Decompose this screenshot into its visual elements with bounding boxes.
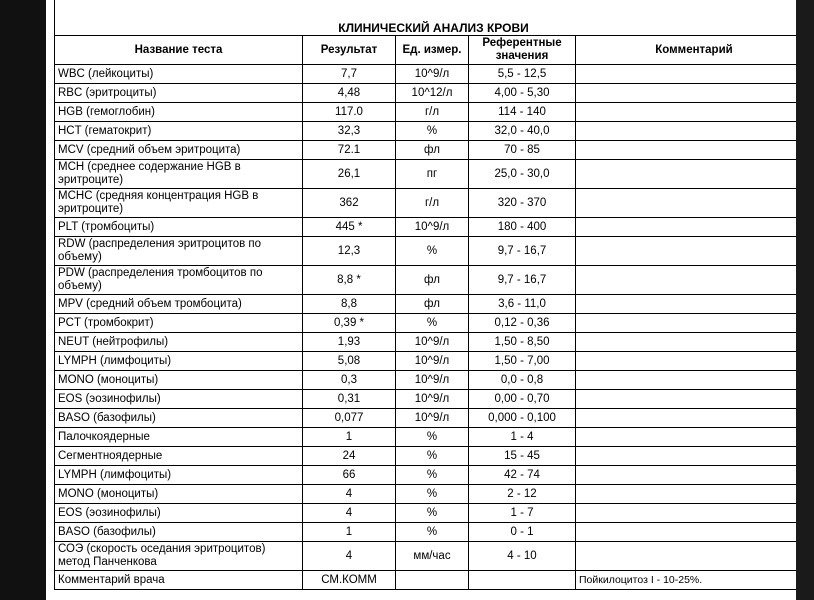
table-row [55, 542, 813, 571]
test-name-cell: PCT (тромбокрит) [55, 314, 303, 333]
comment-cell [576, 333, 813, 352]
result-cell: 5,08 [303, 352, 396, 371]
test-name-cell: LYMPH (лимфоциты) [55, 352, 303, 371]
result-cell: 4,48 [303, 84, 396, 103]
result-cell: 362 [303, 189, 396, 218]
table-row [55, 466, 813, 485]
reference-cell: 0,00 - 0,70 [469, 390, 576, 409]
unit-cell: 10^9/л [396, 352, 469, 371]
table-row [55, 333, 813, 352]
reference-cell: 1 - 7 [469, 504, 576, 523]
reference-cell: 2 - 12 [469, 485, 576, 504]
table-row [55, 189, 813, 218]
table-row [55, 447, 813, 466]
reference-cell: 70 - 85 [469, 141, 576, 160]
unit-cell: фл [396, 141, 469, 160]
table-row [55, 65, 813, 84]
unit-cell: мм/час [396, 542, 469, 571]
reference-cell: 25,0 - 30,0 [469, 160, 576, 189]
table-row [55, 160, 813, 189]
comment-cell [576, 237, 813, 266]
test-name-cell: MONO (моноциты) [55, 371, 303, 390]
test-name-cell: Комментарий врача [55, 571, 303, 590]
result-cell: 4 [303, 485, 396, 504]
table-row [55, 122, 813, 141]
table-row [55, 390, 813, 409]
test-name-cell: EOS (эозинофилы) [55, 390, 303, 409]
reference-cell: 180 - 400 [469, 218, 576, 237]
table-row [55, 218, 813, 237]
comment-cell [576, 160, 813, 189]
test-name-cell: PLT (тромбоциты) [55, 218, 303, 237]
unit-cell: % [396, 523, 469, 542]
test-name-cell: Сегментноядерные [55, 447, 303, 466]
unit-cell: % [396, 428, 469, 447]
unit-cell: 10^9/л [396, 218, 469, 237]
col-header-comment: Комментарий [576, 36, 813, 65]
table-row [55, 141, 813, 160]
test-name-cell: BASO (базофилы) [55, 523, 303, 542]
comment-cell [576, 428, 813, 447]
comment-cell [576, 266, 813, 295]
header-row [55, 36, 813, 65]
comment-cell [576, 542, 813, 571]
reference-cell: 15 - 45 [469, 447, 576, 466]
result-cell: 0,077 [303, 409, 396, 428]
test-name-cell: PDW (распределения тромбоцитов по объему) [55, 266, 303, 295]
reference-cell: 0,12 - 0,36 [469, 314, 576, 333]
result-cell: 0,39 * [303, 314, 396, 333]
comment-cell [576, 466, 813, 485]
unit-cell: фл [396, 266, 469, 295]
comment-cell [576, 218, 813, 237]
unit-cell: пг [396, 160, 469, 189]
reference-cell: 1 - 4 [469, 428, 576, 447]
result-cell: 117.0 [303, 103, 396, 122]
comment-cell [576, 295, 813, 314]
table-row [55, 352, 813, 371]
comment-cell [576, 122, 813, 141]
reference-cell: 320 - 370 [469, 189, 576, 218]
dark-edge [796, 0, 814, 600]
reference-cell: 5,5 - 12,5 [469, 65, 576, 84]
table-row [55, 84, 813, 103]
test-name-cell: HCT (гематокрит) [55, 122, 303, 141]
result-cell: 1 [303, 428, 396, 447]
comment-cell [576, 103, 813, 122]
table-row [55, 428, 813, 447]
result-cell: 32,3 [303, 122, 396, 141]
table-row [55, 314, 813, 333]
col-header-reference: Референтные значения [469, 36, 576, 65]
unit-cell: % [396, 466, 469, 485]
result-cell: 24 [303, 447, 396, 466]
reference-cell: 0,000 - 0,100 [469, 409, 576, 428]
comment-cell [576, 504, 813, 523]
col-header-name: Название теста [55, 36, 303, 65]
test-name-cell: MPV (средний объем тромбоцита) [55, 295, 303, 314]
result-cell: 4 [303, 542, 396, 571]
comment-cell [576, 314, 813, 333]
comment-cell [576, 371, 813, 390]
test-name-cell: RBC (эритроциты) [55, 84, 303, 103]
result-cell: 1 [303, 523, 396, 542]
comment-cell [576, 189, 813, 218]
result-cell: 26,1 [303, 160, 396, 189]
reference-cell: 9,7 - 16,7 [469, 266, 576, 295]
test-name-cell: Палочкоядерные [55, 428, 303, 447]
result-cell: 8,8 [303, 295, 396, 314]
result-cell: 66 [303, 466, 396, 485]
test-name-cell: RDW (распределения эритроцитов по объему) [55, 237, 303, 266]
table-row [55, 295, 813, 314]
reference-cell: 0 - 1 [469, 523, 576, 542]
reference-cell: 0,0 - 0,8 [469, 371, 576, 390]
table-row [55, 504, 813, 523]
comment-cell [576, 390, 813, 409]
report-sheet [46, 0, 796, 600]
comment-cell [576, 84, 813, 103]
result-cell: 7,7 [303, 65, 396, 84]
table-row [55, 571, 813, 590]
table-row [55, 266, 813, 295]
result-cell: 1,93 [303, 333, 396, 352]
report-title: КЛИНИЧЕСКИЙ АНАЛИЗ КРОВИ [55, 0, 813, 36]
test-name-cell: NEUT (нейтрофилы) [55, 333, 303, 352]
result-cell: СМ.КОММ [303, 571, 396, 590]
comment-cell [576, 65, 813, 84]
reference-cell: 9,7 - 16,7 [469, 237, 576, 266]
comment-cell [576, 447, 813, 466]
col-header-result: Результат [303, 36, 396, 65]
unit-cell: фл [396, 295, 469, 314]
result-cell: 72.1 [303, 141, 396, 160]
table-row [55, 237, 813, 266]
unit-cell: 10^12/л [396, 84, 469, 103]
col-header-unit: Ед. измер. [396, 36, 469, 65]
comment-cell [576, 523, 813, 542]
test-name-cell: HGB (гемоглобин) [55, 103, 303, 122]
unit-cell: 10^9/л [396, 371, 469, 390]
result-cell: 12,3 [303, 237, 396, 266]
unit-cell: % [396, 122, 469, 141]
unit-cell: % [396, 504, 469, 523]
result-cell: 445 * [303, 218, 396, 237]
test-name-cell: MCV (средний объем эритроцита) [55, 141, 303, 160]
unit-cell: 10^9/л [396, 390, 469, 409]
test-name-cell: MCHC (средняя концентрация HGB в эритроците) [55, 189, 303, 218]
test-name-cell: LYMPH (лимфоциты) [55, 466, 303, 485]
test-name-cell: MCH (среднее содержание HGB в эритроците) [55, 160, 303, 189]
comment-cell [576, 141, 813, 160]
test-name-cell: BASO (базофилы) [55, 409, 303, 428]
comment-cell: Пойкилоцитоз I - 10-25%. [576, 571, 813, 590]
unit-cell: % [396, 237, 469, 266]
comment-cell [576, 485, 813, 504]
table-row [55, 371, 813, 390]
reference-cell: 32,0 - 40,0 [469, 122, 576, 141]
test-name-cell: MONO (моноциты) [55, 485, 303, 504]
table-row [55, 523, 813, 542]
reference-cell: 4 - 10 [469, 542, 576, 571]
comment-cell [576, 352, 813, 371]
result-cell: 0,3 [303, 371, 396, 390]
blood-test-table [54, 0, 813, 590]
unit-cell: % [396, 447, 469, 466]
table-row [55, 485, 813, 504]
test-name-cell: СОЭ (скорость оседания эритроцитов) метод Панченкова [55, 542, 303, 571]
unit-cell: г/л [396, 103, 469, 122]
unit-cell: % [396, 314, 469, 333]
reference-cell: 3,6 - 11,0 [469, 295, 576, 314]
result-cell: 8,8 * [303, 266, 396, 295]
reference-cell: 1,50 - 7,00 [469, 352, 576, 371]
unit-cell: 10^9/л [396, 333, 469, 352]
reference-cell: 42 - 74 [469, 466, 576, 485]
title-row [55, 0, 813, 36]
unit-cell [396, 571, 469, 590]
unit-cell: 10^9/л [396, 65, 469, 84]
comment-cell [576, 409, 813, 428]
reference-cell: 1,50 - 8,50 [469, 333, 576, 352]
table-row [55, 103, 813, 122]
reference-cell [469, 571, 576, 590]
unit-cell: г/л [396, 189, 469, 218]
table-row [55, 409, 813, 428]
result-cell: 4 [303, 504, 396, 523]
result-cell: 0,31 [303, 390, 396, 409]
test-name-cell: WBC (лейкоциты) [55, 65, 303, 84]
test-name-cell: EOS (эозинофилы) [55, 504, 303, 523]
unit-cell: % [396, 485, 469, 504]
reference-cell: 4,00 - 5,30 [469, 84, 576, 103]
unit-cell: 10^9/л [396, 409, 469, 428]
reference-cell: 114 - 140 [469, 103, 576, 122]
